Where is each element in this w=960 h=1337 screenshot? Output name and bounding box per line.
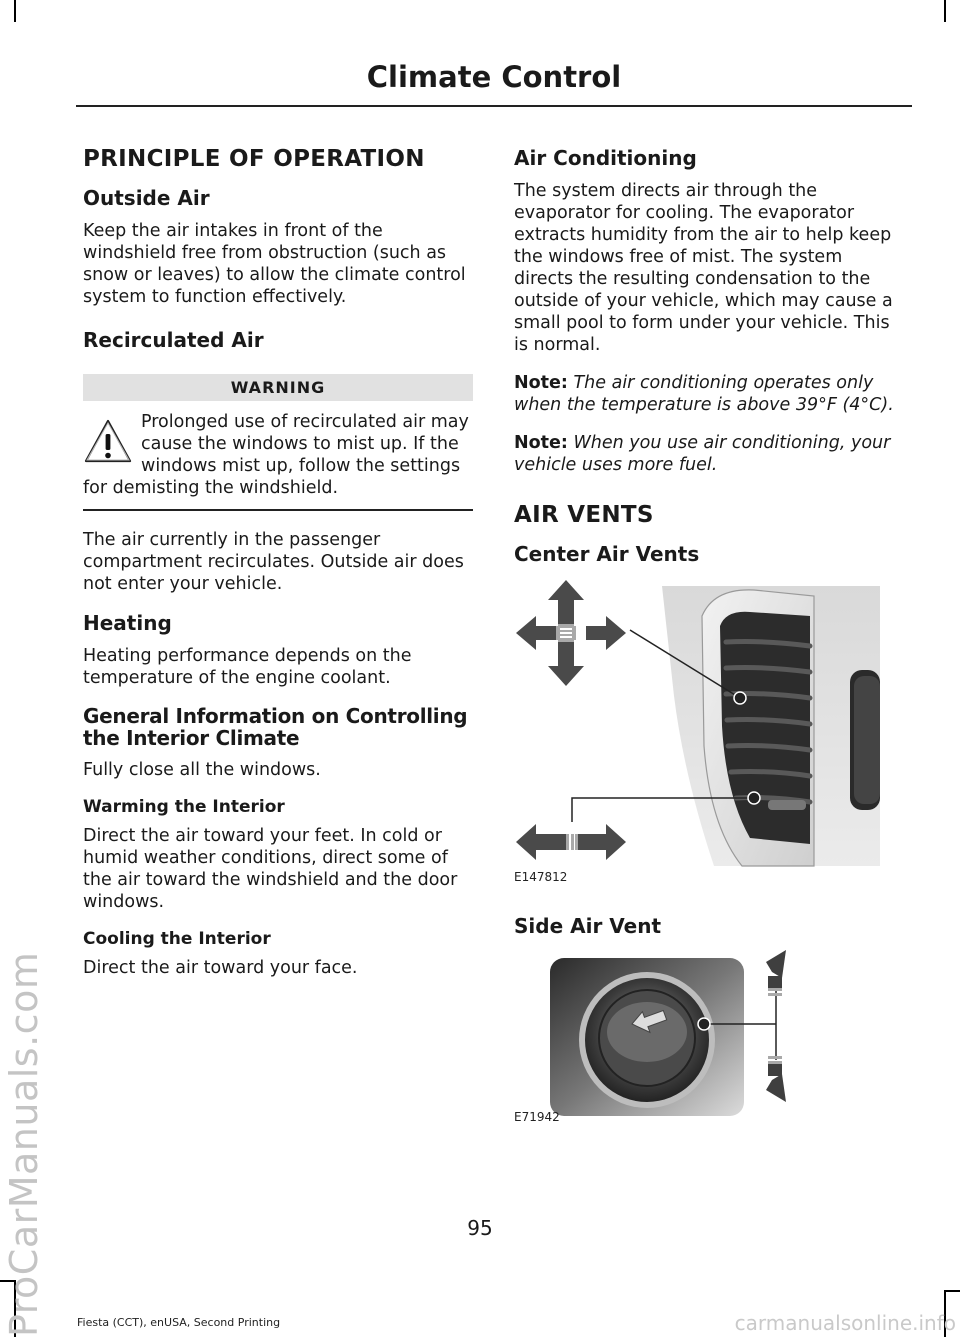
air-vents-title: AIR VENTS [514, 502, 654, 528]
header-rule [76, 105, 912, 107]
note-text: The air conditioning operates only when the temperature is above 39°F (4°C). [514, 373, 894, 415]
note-temperature [514, 372, 904, 416]
center-air-vent-figure [514, 576, 884, 896]
page-number: 95 [467, 1216, 493, 1240]
warming-text: Direct the air toward your feet. In cold or humid weather conditions, direct some of the air toward the windshield and the door windows. [83, 825, 458, 912]
cooling-text: Direct the air toward your face. [83, 957, 358, 978]
footer-watermark: carmanualsonline.info [734, 1311, 956, 1335]
warning-text: Prolonged use of recirculated air may cause the windows to mist up. If the windows mist up, follow the settings for demisting the windshield. [83, 412, 469, 498]
edition-info: Fiesta (CCT), enUSA, Second Printing [77, 1316, 281, 1329]
outside-air-text: Keep the air intakes in front of the windshield free from obstruction (such as snow or leaves) to allow the climate control system to function effectively. [83, 221, 466, 307]
section-title: PRINCIPLE OF OPERATION [83, 146, 425, 172]
warning-label: WARNING [83, 374, 473, 401]
crop-mark [944, 0, 946, 22]
outside-air-heading: Outside Air [83, 186, 210, 210]
side-vent-illustration [514, 948, 884, 1128]
note-text: When you use air conditioning, your vehicle uses more fuel. [514, 433, 891, 475]
side-watermark: ProCarManuals.com [2, 951, 46, 1337]
general-info-heading: General Information on Controlling the Interior Climate [83, 703, 468, 750]
heating-heading: Heating [83, 610, 172, 635]
warning-box [83, 374, 473, 511]
warning-divider [83, 509, 473, 511]
right-column [514, 146, 904, 1148]
air-conditioning-text: The system directs air through the evaporator for cooling. The evaporator extracts humidity from the air to help keep the windows free of mist. The system directs the resulting condensation to the outside of your vehicle, which may cause a small pool to form under your vehicle. This is normal. [514, 181, 893, 355]
air-conditioning-heading: Air Conditioning [514, 146, 697, 170]
page-header-title: Climate Control [366, 60, 622, 94]
center-figure-code: E147812 [514, 870, 568, 884]
heating-text: Heating performance depends on the temperature of the engine coolant. [83, 645, 412, 688]
side-air-vent-figure [514, 948, 884, 1148]
side-air-vent-heading: Side Air Vent [514, 914, 662, 938]
warning-triangle-icon [83, 417, 133, 467]
crop-mark [946, 1290, 960, 1292]
recirculated-air-heading: Recirculated Air [83, 328, 264, 352]
crop-mark [14, 0, 16, 22]
note-label: Note: [514, 433, 568, 453]
side-figure-code: E71942 [514, 1110, 560, 1124]
warning-body [83, 401, 473, 499]
recirculated-air-text: The air currently in the passenger compartment recirculates. Outside air does not enter your vehicle. [83, 529, 464, 594]
general-info-text: Fully close all the windows. [83, 759, 321, 780]
note-label: Note: [514, 373, 568, 393]
note-fuel [514, 432, 904, 476]
left-column [83, 140, 473, 995]
warming-heading: Warming the Interior [83, 796, 285, 817]
center-air-vents-heading: Center Air Vents [514, 542, 700, 566]
center-vent-illustration [514, 576, 884, 876]
cooling-heading: Cooling the Interior [83, 928, 271, 949]
